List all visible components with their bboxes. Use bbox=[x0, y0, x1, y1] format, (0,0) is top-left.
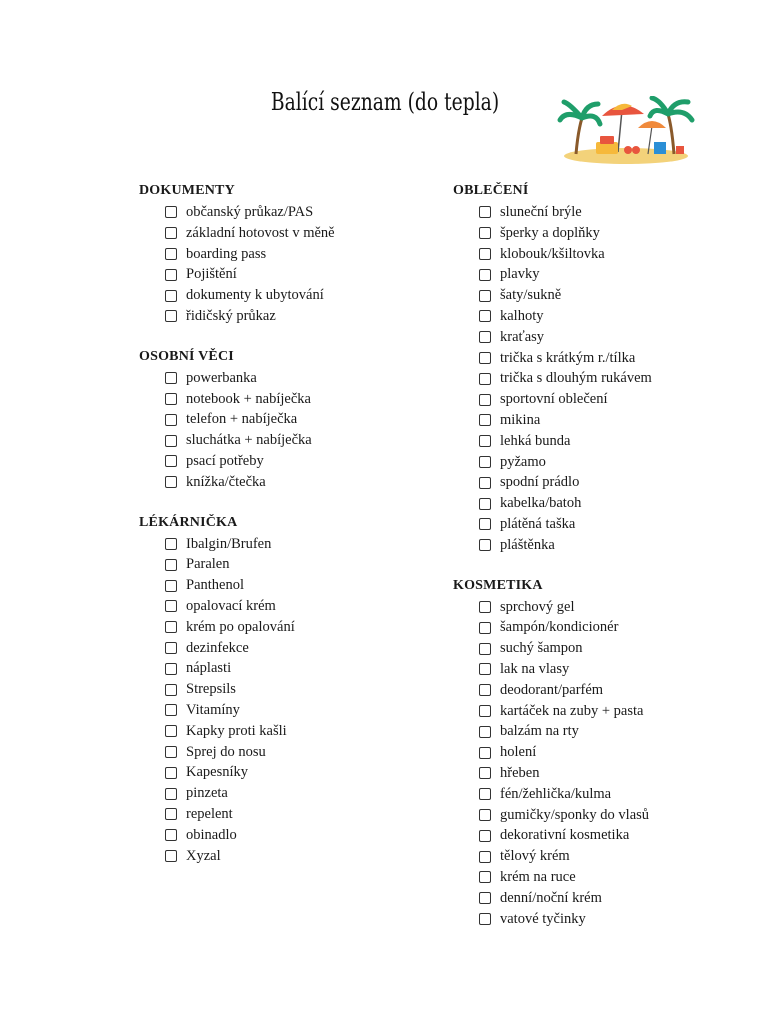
checklist-item bbox=[165, 825, 439, 846]
checklist-item bbox=[479, 514, 753, 535]
checklist-item-label: notebook + nabíječka bbox=[186, 390, 311, 407]
checklist-item bbox=[165, 451, 439, 472]
checklist-item-label: Ibalgin/Brufen bbox=[186, 535, 272, 552]
checklist-item-label: lehká bunda bbox=[500, 432, 571, 449]
checklist-item bbox=[165, 700, 439, 721]
checklist-item-label: plavky bbox=[500, 266, 540, 283]
checkbox-icon[interactable] bbox=[479, 871, 491, 883]
checkbox-icon[interactable] bbox=[165, 788, 177, 800]
checkbox-icon[interactable] bbox=[165, 393, 177, 405]
checklist-item bbox=[479, 597, 753, 618]
checkbox-icon[interactable] bbox=[479, 705, 491, 717]
checkbox-icon[interactable] bbox=[165, 455, 177, 467]
checklist-item bbox=[165, 554, 439, 575]
checklist-item bbox=[479, 535, 753, 556]
checklist-item bbox=[479, 410, 753, 431]
checklist-item bbox=[165, 368, 439, 389]
checklist-item-label: denní/noční krém bbox=[500, 889, 602, 906]
checklist-item-label: repelent bbox=[186, 805, 233, 822]
checklist bbox=[453, 597, 753, 930]
checkbox-icon[interactable] bbox=[165, 206, 177, 218]
checkbox-icon[interactable] bbox=[165, 684, 177, 696]
checkbox-icon[interactable] bbox=[479, 227, 491, 239]
checklist-item-label: Kapky proti kašli bbox=[186, 722, 287, 739]
checklist-item bbox=[479, 638, 753, 659]
checkbox-icon[interactable] bbox=[165, 621, 177, 633]
checklist-item bbox=[165, 804, 439, 825]
checklist-item-label: Xyzal bbox=[186, 847, 221, 864]
checklist-item-label: šaty/sukně bbox=[500, 287, 562, 304]
checklist-item bbox=[479, 805, 753, 826]
checklist-item-label: kabelka/batoh bbox=[500, 495, 582, 512]
checklist-item-label: telefon + nabíječka bbox=[186, 411, 298, 428]
checklist-item-label: Panthenol bbox=[186, 577, 244, 594]
checkbox-icon[interactable] bbox=[479, 290, 491, 302]
checkbox-icon[interactable] bbox=[165, 476, 177, 488]
checklist bbox=[139, 202, 439, 327]
checklist-item-label: gumičky/sponky do vlasů bbox=[500, 806, 650, 823]
checklist-item-label: řidičský průkaz bbox=[186, 307, 276, 324]
checklist-item-label: dezinfekce bbox=[186, 639, 249, 656]
checklist-item bbox=[479, 659, 753, 680]
checklist-item bbox=[479, 452, 753, 473]
section-title: KOSMETIKA bbox=[453, 577, 543, 593]
checklist-item bbox=[165, 389, 439, 410]
checkbox-icon[interactable] bbox=[165, 559, 177, 571]
checklist-item bbox=[165, 783, 439, 804]
checklist-item bbox=[479, 306, 753, 327]
checklist-item bbox=[165, 679, 439, 700]
checkbox-icon[interactable] bbox=[479, 539, 491, 551]
checklist-item bbox=[165, 244, 439, 265]
checkbox-icon[interactable] bbox=[479, 435, 491, 447]
checkbox-icon[interactable] bbox=[479, 788, 491, 800]
checkbox-icon[interactable] bbox=[165, 414, 177, 426]
checkbox-icon[interactable] bbox=[479, 477, 491, 489]
section-kosmetika bbox=[453, 575, 753, 930]
checkbox-icon[interactable] bbox=[165, 269, 177, 281]
checkbox-icon[interactable] bbox=[479, 809, 491, 821]
checkbox-icon[interactable] bbox=[165, 600, 177, 612]
checkbox-icon[interactable] bbox=[479, 913, 491, 925]
checkbox-icon[interactable] bbox=[165, 746, 177, 758]
checkbox-icon[interactable] bbox=[165, 580, 177, 592]
checkbox-icon[interactable] bbox=[165, 248, 177, 260]
section-title: LÉKÁRNIČKA bbox=[139, 514, 238, 530]
checklist bbox=[139, 368, 439, 493]
right-column bbox=[453, 180, 753, 948]
checklist-item bbox=[479, 909, 753, 930]
checklist-item bbox=[479, 846, 753, 867]
checklist-item bbox=[479, 701, 753, 722]
checklist-item bbox=[479, 244, 753, 265]
checklist-item bbox=[479, 285, 753, 306]
section-title: OBLEČENÍ bbox=[453, 183, 529, 198]
checklist-item-label: plátěná taška bbox=[500, 515, 576, 532]
checkbox-icon[interactable] bbox=[165, 850, 177, 862]
checklist-item-label: občanský průkaz/PAS bbox=[186, 204, 314, 220]
checkbox-icon[interactable] bbox=[165, 829, 177, 841]
checklist-item-label: krém po opalování bbox=[186, 618, 295, 635]
checklist-item bbox=[479, 721, 753, 742]
checklist-item-label: powerbanka bbox=[186, 369, 257, 386]
checkbox-icon[interactable] bbox=[479, 394, 491, 406]
checklist-item-label: kalhoty bbox=[500, 307, 544, 324]
checklist-item bbox=[165, 409, 439, 430]
checklist-item bbox=[479, 867, 753, 888]
checkbox-icon[interactable] bbox=[479, 331, 491, 343]
checklist-item-label: hřeben bbox=[500, 764, 540, 781]
checklist-item bbox=[479, 389, 753, 410]
checklist-item bbox=[479, 202, 753, 223]
checklist-item bbox=[479, 472, 753, 493]
checklist-item bbox=[479, 264, 753, 285]
checkbox-icon[interactable] bbox=[165, 435, 177, 447]
checklist-item-label: fén/žehlička/kulma bbox=[500, 785, 612, 802]
checklist-item-label: kraťasy bbox=[500, 328, 545, 345]
checklist-item bbox=[479, 493, 753, 514]
checklist-item-label: suchý šampon bbox=[500, 640, 583, 657]
checklist-item-label: pinzeta bbox=[186, 785, 228, 802]
checklist-item-label: kartáček na zuby + pasta bbox=[500, 702, 644, 719]
checkbox-icon[interactable] bbox=[479, 622, 491, 634]
checklist-item-label: šampón/kondicionér bbox=[500, 619, 619, 636]
checklist-item-label: dokumenty k ubytování bbox=[186, 287, 324, 304]
checklist-item-label: obinadlo bbox=[186, 826, 237, 843]
checklist-item-label: dekorativní kosmetika bbox=[500, 827, 630, 844]
checkbox-icon[interactable] bbox=[165, 663, 177, 675]
checkbox-icon[interactable] bbox=[479, 726, 491, 738]
checkbox-icon[interactable] bbox=[479, 352, 491, 364]
checklist-item-label: základní hotovost v měně bbox=[186, 224, 335, 241]
checklist-item bbox=[165, 575, 439, 596]
checklist-item bbox=[165, 285, 439, 306]
checklist-item-label: deodorant/parfém bbox=[500, 681, 604, 698]
checklist-item bbox=[479, 348, 753, 369]
section-lekarnicka bbox=[139, 512, 439, 867]
checklist-item-label: spodní prádlo bbox=[500, 474, 580, 491]
section-obleceni bbox=[453, 180, 753, 556]
section-title: OSOBNÍ VĚCI bbox=[139, 348, 234, 364]
checkbox-icon[interactable] bbox=[165, 725, 177, 737]
checkbox-icon[interactable] bbox=[165, 704, 177, 716]
section-osobni-veci bbox=[139, 346, 439, 493]
checklist-item-label: klobouk/kšiltovka bbox=[500, 245, 605, 262]
checklist-item bbox=[479, 680, 753, 701]
checklist-item bbox=[165, 430, 439, 451]
checklist-item bbox=[479, 763, 753, 784]
checklist-item-label: Vitamíny bbox=[186, 701, 240, 718]
checklist bbox=[453, 202, 753, 556]
checkbox-icon[interactable] bbox=[479, 518, 491, 530]
checkbox-icon[interactable] bbox=[479, 684, 491, 696]
checkbox-icon[interactable] bbox=[165, 372, 177, 384]
checklist-item-label: sluchátka + nabíječka bbox=[186, 432, 312, 449]
left-column bbox=[139, 180, 439, 885]
checklist-item-label: Paralen bbox=[186, 556, 230, 573]
checklist-item bbox=[479, 888, 753, 909]
beach-illustration-icon bbox=[556, 96, 696, 166]
checklist-item bbox=[165, 223, 439, 244]
checkbox-icon[interactable] bbox=[165, 310, 177, 322]
checklist-item-label: vatové tyčinky bbox=[500, 910, 586, 927]
checklist-item bbox=[479, 784, 753, 805]
checklist-item-label: balzám na rty bbox=[500, 723, 579, 740]
checklist-item-label: holení bbox=[500, 744, 537, 761]
checklist-item-label: trička s krátkým r./tílka bbox=[500, 349, 636, 366]
page-title: Balící seznam (do tepla) bbox=[270, 88, 500, 116]
section-dokumenty bbox=[139, 180, 439, 327]
checkbox-icon[interactable] bbox=[479, 414, 491, 426]
checklist-item bbox=[479, 431, 753, 452]
checklist-item-label: sportovní oblečení bbox=[500, 391, 608, 408]
checkbox-icon[interactable] bbox=[165, 767, 177, 779]
checkbox-icon[interactable] bbox=[479, 851, 491, 863]
checklist-item bbox=[165, 472, 439, 493]
checkbox-icon[interactable] bbox=[479, 269, 491, 281]
checklist-item bbox=[479, 742, 753, 763]
checklist-item bbox=[165, 762, 439, 783]
checklist-item-label: boarding pass bbox=[186, 245, 267, 262]
checkbox-icon[interactable] bbox=[479, 601, 491, 613]
checklist-item-label: Strepsils bbox=[186, 681, 236, 698]
checklist-item bbox=[165, 846, 439, 867]
checkbox-icon[interactable] bbox=[165, 642, 177, 654]
checkbox-icon[interactable] bbox=[479, 373, 491, 385]
checkbox-icon[interactable] bbox=[479, 830, 491, 842]
checklist-item bbox=[165, 534, 439, 555]
checklist-item bbox=[479, 327, 753, 348]
checkbox-icon[interactable] bbox=[479, 767, 491, 779]
section-title: DOKUMENTY bbox=[139, 183, 235, 198]
checklist-item-label: sluneční brýle bbox=[500, 204, 582, 220]
checkbox-icon[interactable] bbox=[479, 456, 491, 468]
checklist-item-label: knížka/čtečka bbox=[186, 473, 266, 490]
checklist-item bbox=[165, 638, 439, 659]
checklist-item-label: Pojištění bbox=[186, 266, 237, 283]
checklist-item bbox=[165, 306, 439, 327]
checklist-item-label: psací potřeby bbox=[186, 452, 264, 469]
checkbox-icon[interactable] bbox=[479, 663, 491, 675]
checklist-item bbox=[479, 617, 753, 638]
checkbox-icon[interactable] bbox=[165, 538, 177, 550]
checklist-item-label: mikina bbox=[500, 411, 541, 428]
checklist-item-label: náplasti bbox=[186, 660, 232, 677]
checklist bbox=[139, 534, 439, 867]
checklist-item-label: pláštěnka bbox=[500, 536, 555, 553]
checkbox-icon[interactable] bbox=[479, 892, 491, 904]
checkbox-icon[interactable] bbox=[479, 206, 491, 218]
checklist-item bbox=[479, 223, 753, 244]
checklist-item-label: pyžamo bbox=[500, 453, 546, 470]
checkbox-icon[interactable] bbox=[165, 227, 177, 239]
checklist-item bbox=[165, 264, 439, 285]
checklist-item-label: trička s dlouhým rukávem bbox=[500, 370, 652, 387]
checklist-item-label: Kapesníky bbox=[186, 764, 249, 781]
checkbox-icon[interactable] bbox=[479, 498, 491, 510]
checklist-item bbox=[479, 368, 753, 389]
checklist-item-label: Sprej do nosu bbox=[186, 743, 266, 760]
checklist-item bbox=[165, 658, 439, 679]
checklist-item-label: tělový krém bbox=[500, 848, 570, 865]
checkbox-icon[interactable] bbox=[479, 747, 491, 759]
checklist-item-label: krém na ruce bbox=[500, 868, 576, 885]
checkbox-icon[interactable] bbox=[165, 808, 177, 820]
checklist-item bbox=[165, 617, 439, 638]
checklist-item bbox=[165, 596, 439, 617]
checkbox-icon[interactable] bbox=[479, 248, 491, 260]
checklist-item bbox=[165, 202, 439, 223]
checklist-item-label: lak na vlasy bbox=[500, 660, 570, 677]
checklist-item-label: šperky a doplňky bbox=[500, 224, 600, 241]
checklist-item bbox=[165, 721, 439, 742]
checkbox-icon[interactable] bbox=[479, 310, 491, 322]
checklist-item-label: opalovací krém bbox=[186, 597, 276, 614]
checklist-item bbox=[479, 825, 753, 846]
checklist-item bbox=[165, 742, 439, 763]
checkbox-icon[interactable] bbox=[479, 643, 491, 655]
checkbox-icon[interactable] bbox=[165, 290, 177, 302]
checklist-item-label: sprchový gel bbox=[500, 598, 575, 615]
